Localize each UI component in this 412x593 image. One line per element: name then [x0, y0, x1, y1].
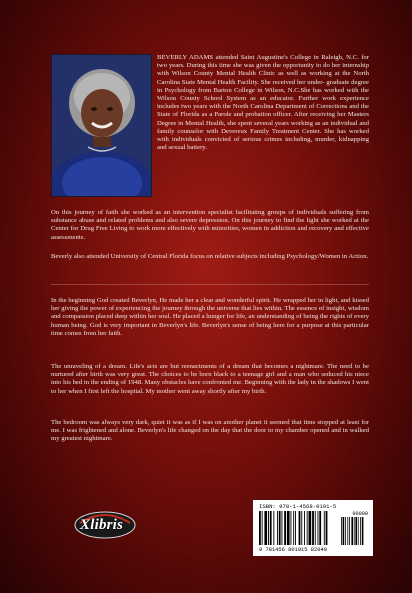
section-divider	[51, 284, 369, 285]
beginning-paragraph: In the beginning God created Beverlyn, He made her a clear and wonderful spirit. He wrapped her in light, and kissed her giving the power of experiencing the journey through the universe that lies within. The essence of insight, wisdom and compassion placed deep within her soul. He placed a hunger for life, an understanding of being the rights of every human being. God is very important in Beverlyn's life. Beverlyn's sense of being here for a purpose at this particular time comes from her faith.	[51, 297, 369, 337]
journey-paragraph: On this journey of faith she worked as an intervention specialist facilitating groups of individuals suffering from substance abuse and related problems and also severe depression. On this journey to find the light she worked at the Center for Drug Free Living to work more effectively with minorities, women in addiction and recovery and effective assessments.	[51, 209, 369, 241]
price-code: 90000	[352, 511, 368, 517]
ucf-paragraph: Beverly also attended University of Central Florida focus on relative subjects including Psychology/Women in Action.	[51, 253, 369, 260]
barcode-digits: 9 781456 801915 82040	[259, 547, 327, 553]
unraveling-paragraph: The unraveling of a dream. Life's acts are but reenactments of a dream that becomes a nightmare. The need to be nurtured after birth was very great. The choices to be born black to a teenage girl and a man who seduced his niece into his bed in the ending of 1948. Many obstacles have confronted me. Beginning with the lady in the shadows I went to her when I first left the hospital. My mother went away shortly after my birth.	[51, 363, 369, 395]
author-photo	[51, 54, 152, 197]
barcode-bars	[259, 511, 367, 547]
isbn-barcode	[253, 500, 373, 556]
publisher-logo-text: Xlibris	[80, 517, 124, 533]
xlibris-logo	[74, 510, 136, 540]
author-name: BEVERLY ADAMS	[157, 54, 214, 61]
isbn-text: ISBN: 978-1-4568-0191-5	[259, 503, 337, 510]
bedroom-paragraph: The bedroom was always very dark, quiet it was as if I was on another planet it seemed that time stopped at least for me. I was frightened and alone. Beverlyn's life changed on the day that the door to my chamber opened and in walked my greatest nightmare.	[51, 419, 369, 443]
author-bio	[157, 54, 369, 152]
author-bio-text: attended Saint Augustine's College in Raleigh, N.C. for two years. During this time she was given the opportunity to do her internship with Wilson County Mental Health Clinic as well as working at the North Carolina State Mental Health Facility. She received her under- graduate degree in Psychology from Barton College in Wilson, N.C.She has worked with the Wilson County School System as an educator. Further work experience includes two years with the North Carolina Department of Corrections and the State of Florida as a Parole and probation officer. After receiving her Masters Degree in Mental Health, she spent several years working as an individual and family counselor with Devereux Family Treatment Center. She has worked with individuals convicted of serious crimes including, murder, kidnapping and sexual battery.	[157, 54, 370, 152]
